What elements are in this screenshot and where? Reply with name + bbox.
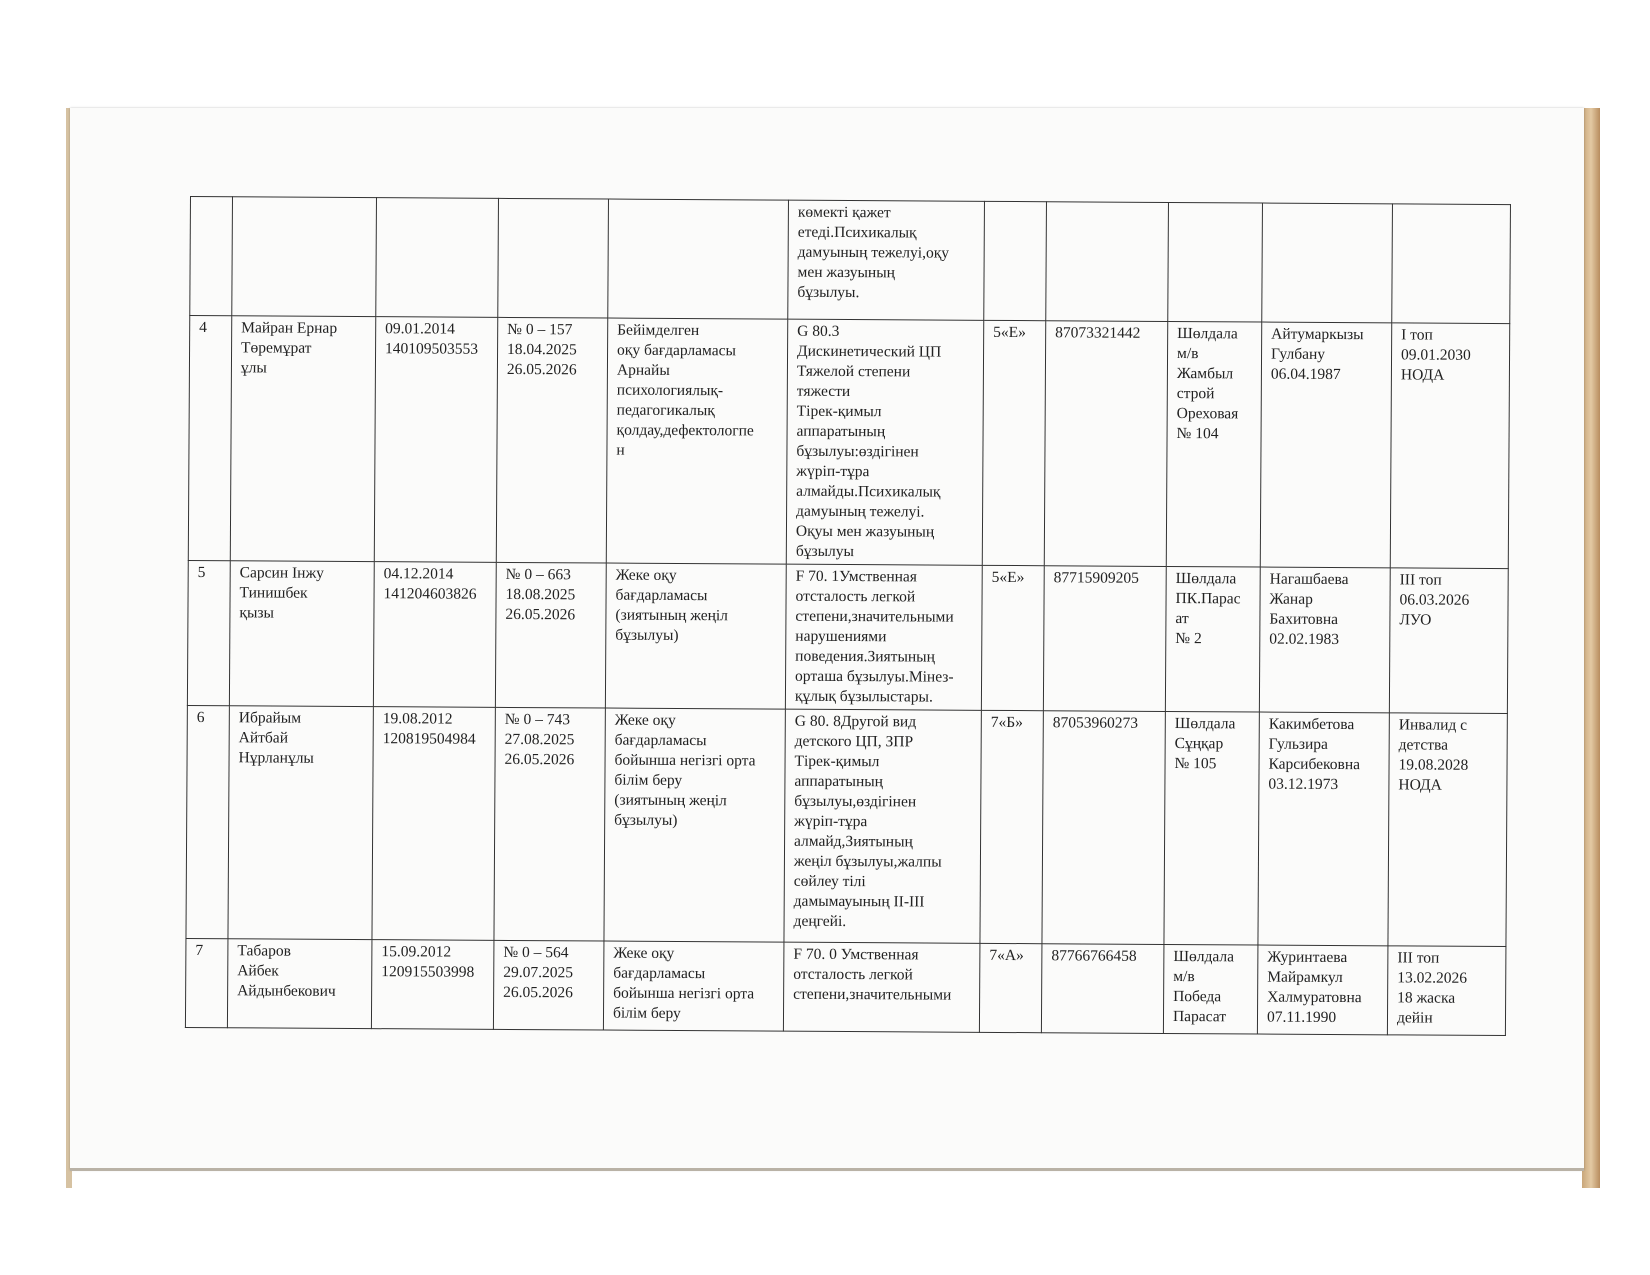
student-name-cell: Ибрайым Айтбай Нұрланұлы <box>228 706 373 940</box>
row-number-cell <box>190 197 233 316</box>
student-name-cell: Майран Ернар Төремұрат ұлы <box>230 316 375 562</box>
parent-cell: Нагашбаева Жанар Бахитовна 02.02.1983 <box>1259 567 1390 713</box>
parent-cell <box>1262 203 1393 323</box>
table-row <box>188 316 1509 569</box>
disability-cell: III топ 13.02.2026 18 жаска дейін <box>1387 946 1506 1036</box>
class-cell <box>984 201 1047 320</box>
program-cell: Жеке оқу бағдарламасы бойынша негізгі орта білім беру (зиятының жеңіл бұзылуы) <box>604 708 785 942</box>
row-number-cell: 6 <box>186 705 229 938</box>
disability-cell: Инвалид с детства 19.08.2028 НОДА <box>1388 713 1507 947</box>
address-cell: Шөлдала м/в Жамбыл строй Ореховая № 104 <box>1166 321 1261 567</box>
order-number-cell: № 0 – 743 27.08.2025 26.05.2026 <box>494 707 605 941</box>
student-name-cell: Табаров Айбек Айдынбекович <box>227 939 372 1029</box>
row-number-cell: 7 <box>185 938 228 1027</box>
program-cell: Жеке оқу бағдарламасы (зиятының жеңіл бұзылуы) <box>605 563 786 709</box>
student-name-cell: Сарсин Інжу Тинишбек қызы <box>229 561 374 707</box>
disability-cell <box>1392 204 1511 324</box>
program-cell: Бейімделген оқу бағдарламасы Арнайы психологиялық- педагогикалық қолдау,дефектологпе н <box>606 318 787 564</box>
address-cell <box>1168 202 1263 322</box>
birth-date-id-cell <box>376 198 499 318</box>
table-row <box>190 197 1511 324</box>
program-cell <box>608 199 789 319</box>
birth-date-id-cell: 15.09.2012 120915503998 <box>371 940 494 1030</box>
diagnosis-cell: F 70. 1Умственная отсталость легкой степени,значительными нарушениями поведения.Зиятының орташа бұзылуы.Мінез- құлық бұзылыстары. <box>785 564 982 710</box>
order-number-cell: № 0 – 157 18.04.2025 26.05.2026 <box>496 317 607 563</box>
phone-cell: 87766766458 <box>1041 944 1164 1034</box>
table-row <box>187 560 1508 713</box>
program-cell: Жеке оқу бағдарламасы бойынша негізгі орта білім беру <box>603 941 784 1031</box>
phone-cell: 87053960273 <box>1042 711 1165 945</box>
birth-date-id-cell: 19.08.2012 120819504984 <box>372 707 495 941</box>
birth-date-id-cell: 04.12.2014 141204603826 <box>373 562 496 708</box>
background-strip-right <box>1582 108 1600 1188</box>
paper-edge <box>70 1168 1584 1171</box>
phone-cell: 87715909205 <box>1043 566 1166 712</box>
class-cell: 5«Е» <box>981 565 1044 710</box>
address-cell: Шөлдала м/в Победа Парасат <box>1163 944 1258 1034</box>
diagnosis-cell: көмекті қажет етеді.Психикалық дамуының тежелуі,оқу мен жазуының бұзылуы. <box>788 200 985 320</box>
order-number-cell: № 0 – 663 18.08.2025 26.05.2026 <box>495 562 606 708</box>
row-number-cell: 4 <box>188 316 231 561</box>
diagnosis-cell: G 80.3 Дискинетический ЦП Тяжелой степени тяжести Тірек-қимыл аппаратының бұзылуы:өздігінен жүріп-тұра алмайды.Психикалық дамуының тежелуі. Оқуы мен жазуының бұзылуы <box>786 319 983 565</box>
table-row <box>186 705 1507 946</box>
address-cell: Шөлдала Сұңқар № 105 <box>1164 711 1259 945</box>
class-cell: 5«Е» <box>982 320 1045 565</box>
phone-cell <box>1046 202 1169 322</box>
disability-cell: III топ 06.03.2026 ЛУО <box>1389 568 1508 714</box>
birth-date-id-cell: 09.01.2014 140109503553 <box>374 317 497 563</box>
student-roster-table <box>185 196 1511 1036</box>
parent-cell: Айтумаркызы Гулбану 06.04.1987 <box>1260 322 1391 568</box>
student-name-cell <box>232 197 377 317</box>
class-cell: 7«А» <box>979 943 1042 1032</box>
order-number-cell <box>498 198 609 318</box>
row-number-cell: 5 <box>187 560 230 705</box>
diagnosis-cell: G 80. 8Другой вид детского ЦП, ЗПР Тірек-қимыл аппаратының бұзылуы,өздігінен жүріп-тұра алмайд,Зиятының жеңіл бұзылуы,жалпы сөйлеу тілі дамымауының II-III деңгейі. <box>784 709 981 943</box>
parent-cell: Какимбетова Гульзира Карсибековна 03.12.1973 <box>1258 712 1389 946</box>
address-cell: Шөлдала ПК.Парас ат № 2 <box>1165 566 1260 712</box>
parent-cell: Журинтаева Майрамкул Халмуратовна 07.11.1990 <box>1257 945 1388 1035</box>
disability-cell: I топ 09.01.2030 НОДА <box>1390 323 1509 569</box>
phone-cell: 87073321442 <box>1044 321 1167 567</box>
diagnosis-cell: F 70. 0 Умственная отсталость легкой степени,значительными <box>783 942 980 1032</box>
table-row <box>185 938 1506 1035</box>
order-number-cell: № 0 – 564 29.07.2025 26.05.2026 <box>493 940 604 1030</box>
class-cell: 7«Б» <box>980 710 1043 943</box>
